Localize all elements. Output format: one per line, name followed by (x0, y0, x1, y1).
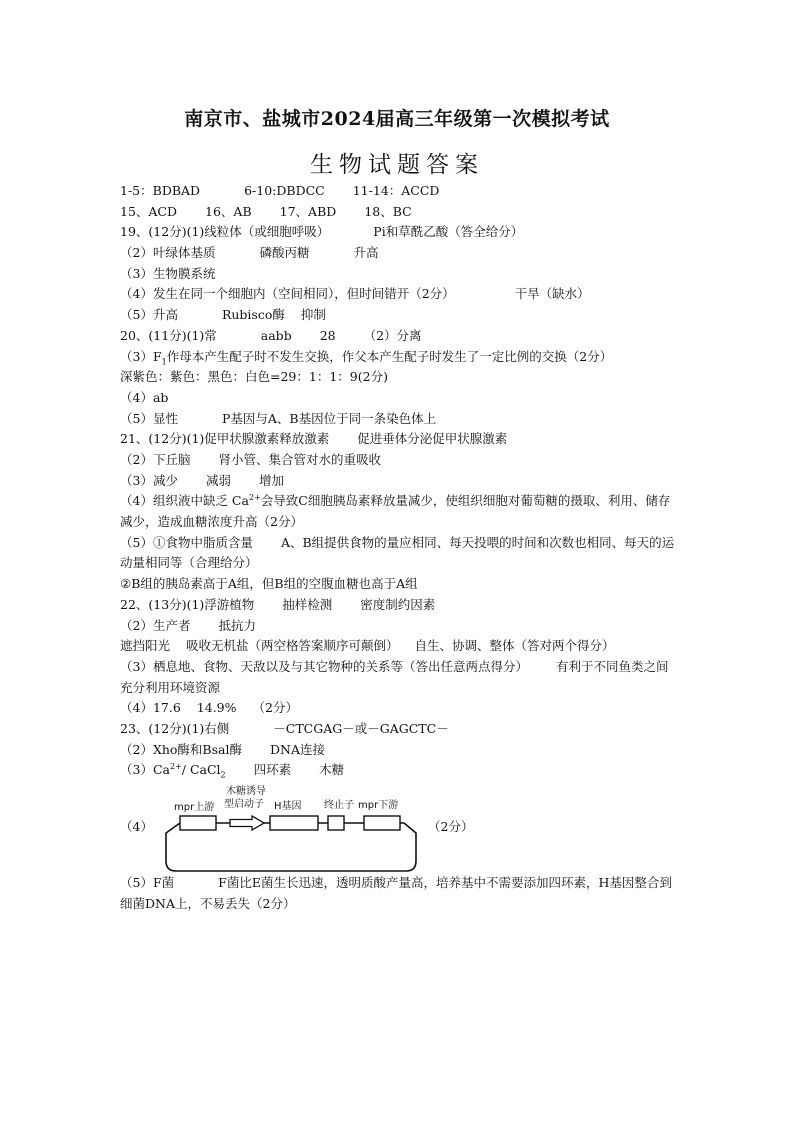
q23-2-answer-a: （2）Xho酶和Bsal酶 (120, 741, 242, 757)
q21-4-answer: 会导致C细胞胰岛素释放量减少，使组织细胞对葡萄糖的摄取、利用、储存减少，造成血糖浓度升高（2分） (120, 493, 671, 530)
q22-1-answer-b: 抽样检测 (282, 596, 333, 612)
q19-2-answer-c: 升高 (353, 245, 379, 261)
q23-4-label: （4） (120, 819, 153, 835)
mpr-downstream-label: mpr下游 (358, 800, 399, 812)
q22-3-answer-b: 有利于不同鱼类之间充分利用环境资源 (120, 658, 669, 695)
q23-3-subscript: 2 (220, 770, 226, 780)
mc-line-1 (120, 181, 680, 202)
promoter-label-1: 木糖诱导 (226, 786, 266, 798)
q19-3-answer: （3）生物膜系统 (120, 265, 216, 281)
h-gene-label: H基因 (274, 801, 302, 813)
mc-line-2 (120, 202, 680, 223)
q19-2-answer-a: （2）叶绿体基质 (120, 245, 216, 261)
q23-line-3 (120, 760, 680, 781)
q23-5-answer-b: F菌比E菌生长迅速，透明质酸产量高，培养基中不需要添加四环素，H基因整合到细菌DNA上，不易丢失（2分） (120, 875, 672, 911)
q20-4-answer: （4）ab (120, 389, 169, 405)
q23-3-answer-c: 木糖 (319, 762, 345, 778)
q23-3-label: （3）Ca (120, 762, 170, 778)
q21-1-answer-a: 21、(12分)(1)促甲状腺激素释放激素 (120, 431, 330, 447)
q20-3-label: （3）F (120, 348, 162, 364)
q19-line-3 (120, 264, 680, 285)
mpr-upstream-label: mpr上游 (174, 802, 215, 814)
promoter-label-2: 型启动子 (224, 799, 264, 811)
mpr-downstream-box (364, 816, 400, 830)
plasmid-diagram (156, 781, 426, 873)
q21-3-answer-a: （3）减少 (120, 472, 178, 488)
q20-3-answer: 作母本产生配子时不发生交换，作父本产生配子时发生了一定比例的交换（2分） (166, 348, 613, 364)
q21-line-5 (120, 533, 680, 574)
q23-4-points: （2分） (428, 819, 474, 835)
q20-line-4 (120, 388, 680, 409)
q19-5-answer-b: Rubisco酶 (221, 307, 285, 323)
q21-4-superscript: 2+ (248, 493, 261, 503)
h-gene-box (270, 816, 318, 830)
q19-1-answer-b: Pi和草酰乙酸（答全给分） (373, 224, 524, 240)
q21-3-answer-c: 增加 (258, 472, 284, 488)
q21-line-1 (120, 429, 680, 450)
q23-3-superscript: 2+ (169, 762, 182, 772)
q22-4-answer-a: （4）17.6 (120, 700, 181, 716)
exam-title: 南京市、盐城市2024届高三年级第一次模拟考试 (184, 108, 610, 130)
answer-title: 生物试题答案 (310, 152, 484, 178)
q22-line-4 (120, 657, 680, 698)
q22-line-1 (120, 595, 680, 616)
q23-1-answer-b: －CTCGAG－或－GAGCTC－ (273, 720, 449, 736)
mc-16: 16、AB (205, 203, 252, 219)
q19-5-answer-c: 抑制 (300, 307, 326, 323)
mc-15: 15、ACD (120, 203, 178, 219)
q20-3-subscript: 1 (161, 357, 167, 366)
q20-1-answer-c: 28 (319, 327, 336, 343)
promoter-arrow (230, 816, 264, 830)
q20-line-3 (120, 367, 680, 388)
q19-line-1 (120, 222, 680, 243)
q20-line-1 (120, 326, 680, 347)
mpr-upstream-box (180, 816, 216, 830)
mc-1-5: 1-5：BDBAD (120, 183, 201, 198)
q19-5-answer-a: （5）升高 (120, 307, 178, 323)
q20-5-answer-a: （5）显性 (120, 410, 178, 426)
terminator-label: 终止子 (324, 800, 354, 812)
q22-3-answer-a: （3）栖息地、食物、天敌以及与其它物种的关系等（答出任意两点得分） (120, 658, 528, 674)
mc-11-14: 11-14：ACCD (352, 183, 440, 198)
terminator-box (328, 816, 344, 830)
q22-line-5 (120, 698, 680, 719)
q20-1-answer-b: aabb (260, 327, 292, 343)
q21-1-answer-b: 促进垂体分泌促甲状腺激素 (357, 431, 508, 447)
q23-1-answer-a: 23、(12分)(1)右侧 (120, 720, 230, 736)
q23-line-2 (120, 740, 680, 761)
q19-4-answer-a: （4）发生在同一个细胞内（空间相同），但时间错开（2分） (120, 286, 455, 302)
q20-3-ratio: 深紫色：紫色：黑色：白色=29：1：1：9(2分) (120, 369, 388, 385)
q23-line-1 (120, 719, 680, 740)
q19-2-answer-b: 磷酸丙糖 (259, 245, 310, 261)
q21-5-answer-c: ②B组的胰岛素高于A组，但B组的空腹血糖也高于A组 (120, 576, 418, 592)
q23-3-answer-b: 四环素 (253, 762, 292, 778)
q21-2-answer-a: （2）下丘脑 (120, 451, 191, 467)
q21-line-4 (120, 491, 680, 532)
q20-2-answer: （2）分离 (363, 327, 422, 343)
q23-line-5 (120, 873, 680, 914)
q19-line-4 (120, 284, 680, 305)
q21-5-answer-b: A、B组提供食物的量应相同、每天投喂的时间和次数也相同、每天的运动量相同等（合理给分） (120, 534, 675, 571)
q22-1-answer-a: 22、(13分)(1)浮游植物 (120, 596, 255, 612)
q22-line-3 (120, 636, 680, 657)
q19-line-2 (120, 243, 680, 264)
q22-4-points: （2分） (252, 700, 298, 716)
q23-5-answer-a: （5）F菌 (120, 875, 175, 891)
q22-line-2 (120, 616, 680, 637)
q23-3-cacl: / CaCl (181, 762, 221, 778)
q21-line-6 (120, 574, 680, 595)
q22-2-answer-c: 遮挡阳光 (120, 638, 171, 654)
q20-line-5 (120, 409, 680, 430)
q20-line-2 (120, 347, 680, 368)
q22-2-answer-a: （2）生产者 (120, 617, 191, 633)
q22-4-answer-b: 14.9% (196, 700, 237, 716)
q21-3-answer-b: 减弱 (205, 472, 231, 488)
q23-4-row (120, 781, 680, 873)
q19-1-answer: 19、(12分)(1)线粒体（或细胞呼吸） (120, 224, 330, 240)
q22-2-answer-b: 抵抗力 (218, 617, 256, 633)
mc-17: 17、ABD (279, 203, 337, 219)
answer-body (120, 181, 680, 914)
q19-line-5 (120, 305, 680, 326)
mc-18: 18、BC (364, 203, 412, 219)
q23-2-answer-b: DNA连接 (269, 741, 325, 757)
q22-2-answer-e: 自生、协调、整体（答对两个得分） (414, 638, 615, 654)
q20-1-answer-a: 20、(11分)(1)常 (120, 327, 217, 343)
q21-line-3 (120, 471, 680, 492)
mc-6-10: 6-10:DBDCC (244, 183, 325, 198)
q22-2-answer-d: 吸收无机盐（两空格答案顺序可颠倒） (186, 638, 399, 654)
q22-1-answer-c: 密度制约因素 (360, 596, 436, 612)
q21-2-answer-b: 肾小管、集合管对水的重吸收 (218, 451, 381, 467)
q20-5-answer-b: P基因与A、B基因位于同一条染色体上 (221, 410, 437, 426)
q21-5-answer-a: （5）①食物中脂质含量 (120, 534, 253, 550)
q19-4-answer-b: 干旱（缺水） (514, 286, 590, 302)
q21-line-2 (120, 450, 680, 471)
q21-4-label: （4）组织液中缺乏 Ca (120, 493, 249, 509)
